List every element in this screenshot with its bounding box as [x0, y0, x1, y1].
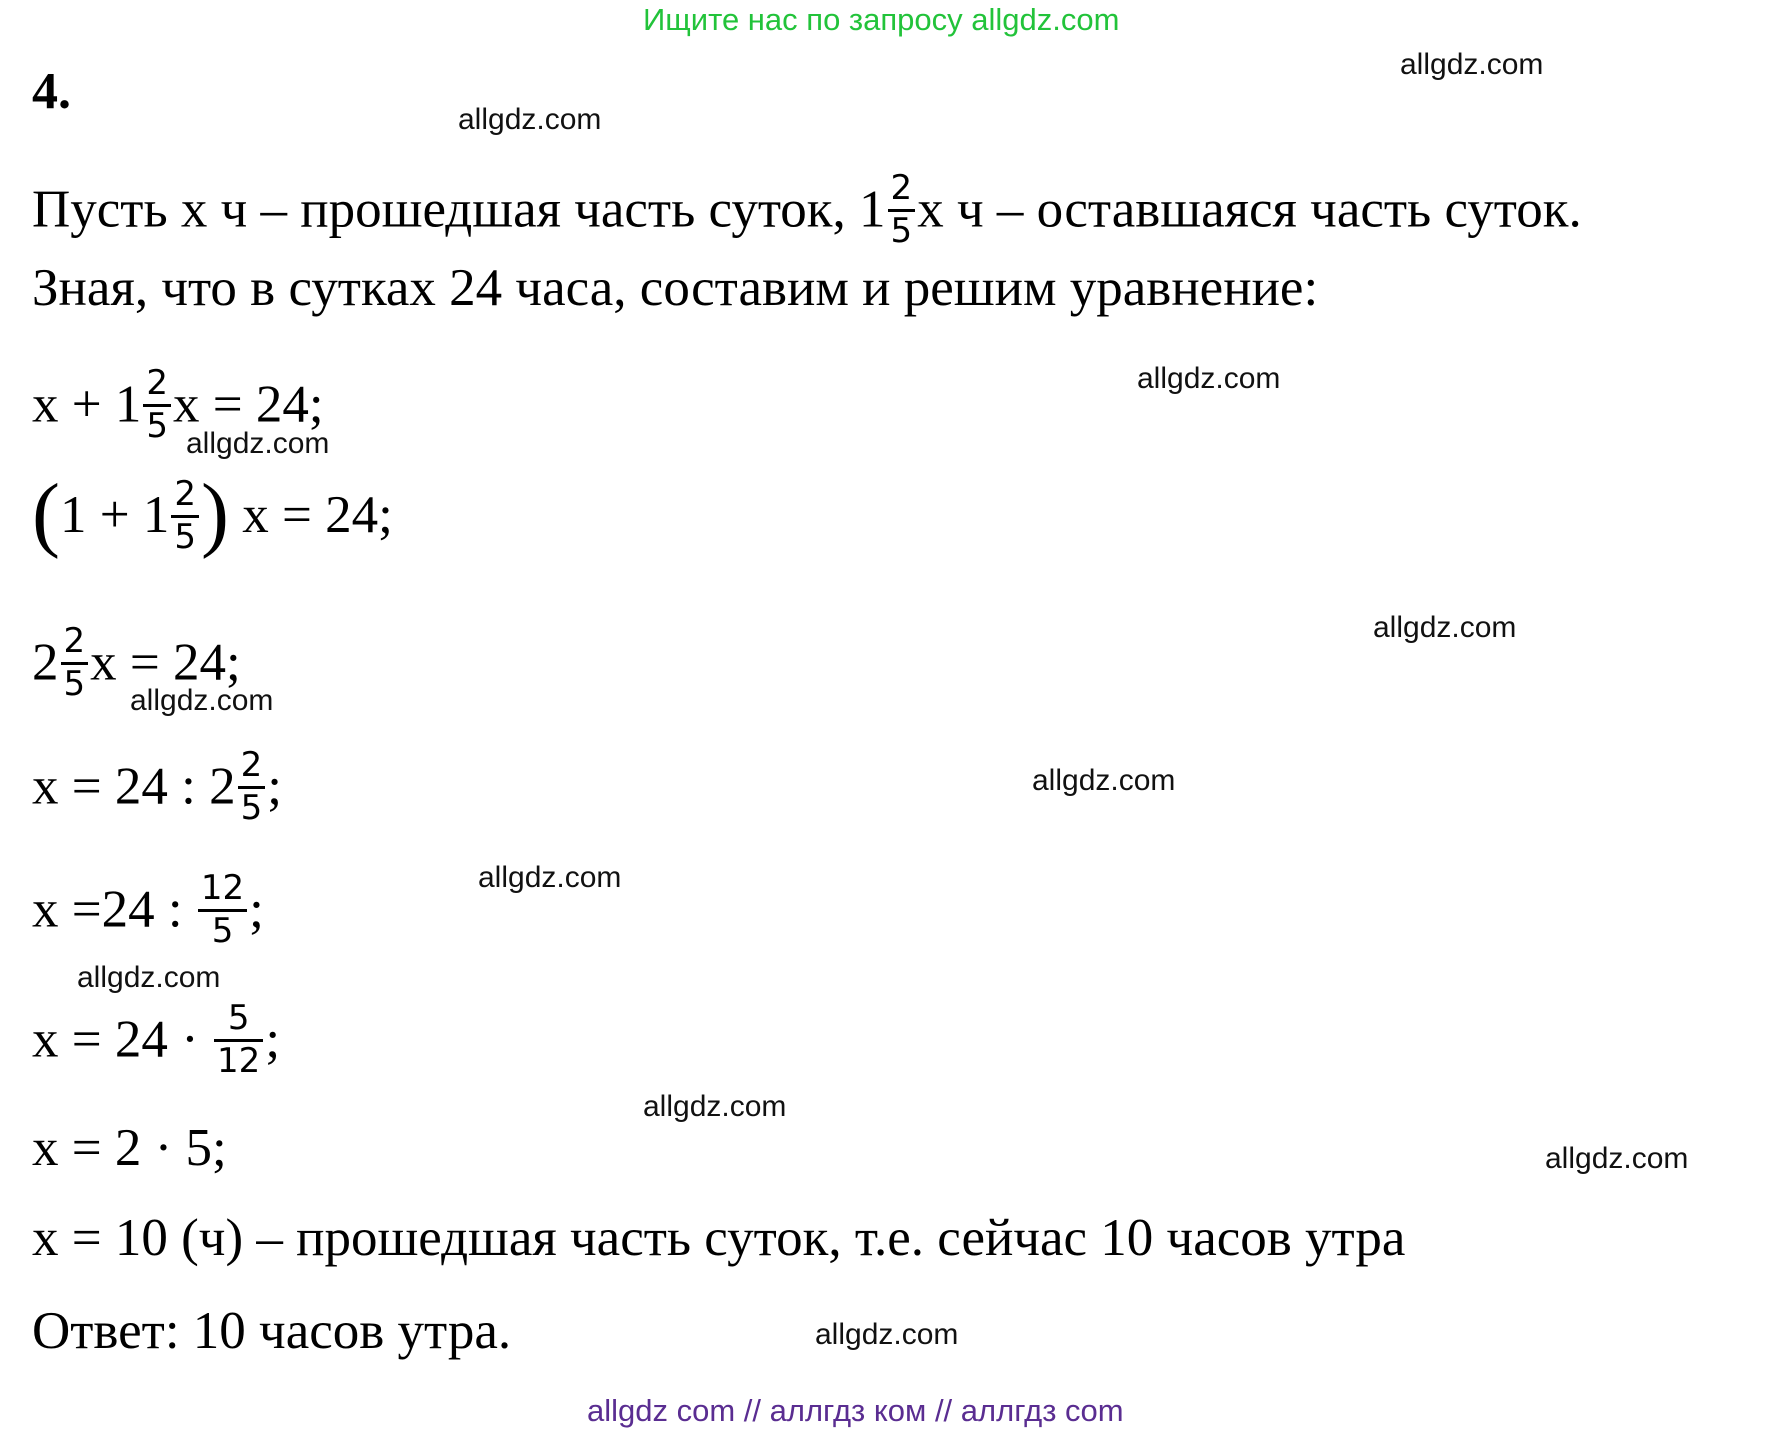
answer-line: Ответ: 10 часов утра.	[32, 1302, 512, 1360]
equation-2: (1 + 1 $\frac{2}{5}$ ) x = 24;	[32, 467, 393, 560]
watermark: allgdz.com	[1400, 48, 1544, 81]
watermark: allgdz.com	[643, 1090, 787, 1123]
fraction-two-fifths: $\frac{2}{5}$	[238, 748, 266, 826]
watermark: allgdz.com	[1373, 611, 1517, 644]
top-banner[interactable]: Ищите нас по запросу allgdz.com	[643, 2, 1120, 37]
watermark: allgdz.com	[478, 861, 622, 894]
left-paren: (	[32, 467, 60, 560]
equation-5: x =24 : $\frac{12}{5}$ ;	[32, 868, 264, 951]
fraction-twelve-fifths: $\frac{12}{5}$	[198, 871, 247, 949]
result-line: x = 10 (ч) – прошедшая часть суток, т.е. сейчас 10 часов утра	[32, 1209, 1406, 1267]
task-number: 4.	[32, 63, 71, 120]
text-line-1: Пусть x ч – прошедшая часть суток, 1 $\frac{2}{5}$ x ч – оставшаяся часть суток.	[32, 168, 1582, 251]
watermark: allgdz.com	[1032, 764, 1176, 797]
watermark: allgdz.com	[186, 427, 330, 460]
fraction-two-fifths: $\frac{2}{5}$	[143, 366, 171, 444]
fraction-two-fifths: $\frac{2}{5}$	[888, 171, 916, 249]
watermark: allgdz.com	[458, 103, 602, 136]
watermark: allgdz.com	[77, 961, 221, 994]
watermark: allgdz.com	[1545, 1142, 1689, 1175]
equation-3: 2 $\frac{2}{5}$ x = 24;	[32, 621, 241, 704]
right-paren: )	[201, 467, 229, 560]
bottom-banner[interactable]: allgdz com // аллгдз ком // аллгдз com	[587, 1393, 1124, 1428]
equation-6: x = 24 · $\frac{5}{12}$ ;	[32, 998, 281, 1081]
fraction-two-fifths: $\frac{2}{5}$	[171, 477, 199, 555]
equation-4: x = 24 : 2 $\frac{2}{5}$ ;	[32, 745, 282, 828]
fraction-five-twelfths: $\frac{5}{12}$	[214, 1001, 263, 1079]
equation-7: x = 2 · 5;	[32, 1119, 227, 1177]
equation-1: x + 1 $\frac{2}{5}$ x = 24;	[32, 363, 324, 446]
text-line-2: Зная, что в сутках 24 часа, составим и решим уравнение:	[32, 259, 1319, 317]
watermark: allgdz.com	[1137, 362, 1281, 395]
fraction-two-fifths: $\frac{2}{5}$	[61, 624, 89, 702]
watermark: allgdz.com	[130, 684, 274, 717]
watermark: allgdz.com	[815, 1318, 959, 1351]
